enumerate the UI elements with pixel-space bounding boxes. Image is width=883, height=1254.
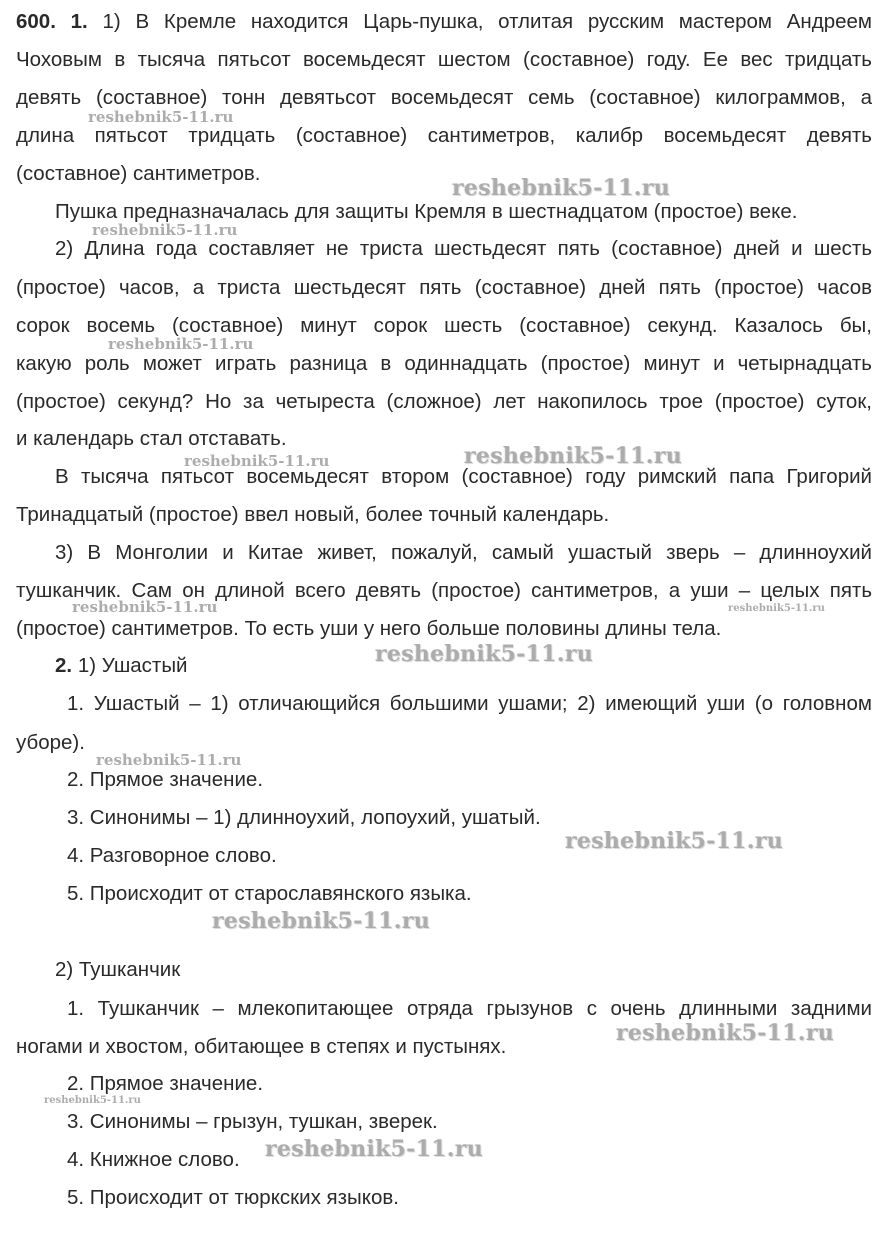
text-line: уборе). <box>16 731 85 754</box>
watermark: reshebnik5-11.ru <box>108 335 254 353</box>
list-item: 4. Книжное слово. <box>67 1148 240 1171</box>
watermark: reshebnik5-11.ru <box>728 603 825 614</box>
list-item: 5. Происходит от тюркских языков. <box>67 1186 399 1209</box>
text-line <box>55 654 188 678</box>
task-number: 600. <box>16 10 56 33</box>
word-heading: 1) Ушастый <box>77 654 188 677</box>
list-item: 3. Синонимы – грызун, тушкан, зверек. <box>67 1110 438 1133</box>
text-line: какую роль может играть разница в одиннадцать (простое) минут и четырнадцать <box>16 352 872 375</box>
watermark: reshebnik5-11.ru <box>565 828 784 854</box>
text-line: (составное) сантиметров. <box>16 162 261 185</box>
part-number: 1. <box>70 10 88 33</box>
text-line <box>16 10 872 34</box>
text-line: тушканчик. Сам он длиной всего девять (простое) сантиметров, а уши – целых пять <box>16 579 872 602</box>
watermark: reshebnik5-11.ru <box>184 452 330 470</box>
text-line: (простое) секунд? Но за четыреста (сложное) лет накопилось трое (простое) суток, <box>16 390 872 413</box>
text-line: девять (составное) тонн девятьсот восемьдесят семь (составное) килограммов, а <box>16 86 872 109</box>
watermark: reshebnik5-11.ru <box>375 641 594 667</box>
list-item: 2. Прямое значение. <box>67 768 264 791</box>
watermark: reshebnik5-11.ru <box>88 108 234 126</box>
watermark: reshebnik5-11.ru <box>96 751 242 769</box>
text-line: 3) В Монголии и Китае живет, пожалуй, самый ушастый зверь – длинноухий <box>55 541 872 564</box>
list-item: 5. Происходит от старославянского языка. <box>67 882 472 905</box>
watermark: reshebnik5-11.ru <box>464 443 683 469</box>
text-line: (простое) часов, а триста шестьдесят пять (составное) дней пять (простое) часов <box>16 276 872 299</box>
list-item: 4. Разговорное слово. <box>67 844 277 867</box>
watermark: reshebnik5-11.ru <box>616 1020 835 1046</box>
text-line: 2) Длина года составляет не триста шестьдесят пять (составное) дней и шесть <box>55 237 872 260</box>
watermark: reshebnik5-11.ru <box>92 221 238 239</box>
watermark: reshebnik5-11.ru <box>212 908 431 934</box>
text-line: длина пятьсот тридцать (составное) сантиметров, калибр восемьдесят девять <box>16 124 872 147</box>
watermark: reshebnik5-11.ru <box>452 175 671 201</box>
text-line: ногами и хвостом, обитающее в степях и пустынях. <box>16 1035 507 1058</box>
text-line: Чоховым в тысяча пятьсот восемьдесят шестом (составное) году. Ее вес тридцать <box>16 48 872 71</box>
text-line: (простое) сантиметров. То есть уши у него больше половины длины тела. <box>16 617 722 640</box>
text-line: сорок восемь (составное) минут сорок шесть (составное) секунд. Казалось бы, <box>16 314 872 337</box>
watermark: reshebnik5-11.ru <box>72 598 218 616</box>
line-text: 1) В Кремле находится Царь-пушка, отлитая русским мастером Андреем <box>102 10 873 33</box>
list-item: 2. Прямое значение. <box>67 1072 264 1095</box>
text-line: и календарь стал отставать. <box>16 427 287 450</box>
text-line: Тринадцатый (простое) ввел новый, более точный календарь. <box>16 503 610 526</box>
watermark: reshebnik5-11.ru <box>44 1095 141 1106</box>
list-item: 3. Синонимы – 1) длинноухий, лопоухий, ушатый. <box>67 806 541 829</box>
part-number: 2. <box>55 654 73 677</box>
text-line: В тысяча пятьсот восемьдесят втором (составное) году римский папа Григорий <box>55 465 872 488</box>
word-heading: 2) Тушканчик <box>55 958 181 981</box>
watermark: reshebnik5-11.ru <box>265 1136 484 1162</box>
text-line: 1. Тушканчик – млекопитающее отряда грызунов с очень длинными задними <box>67 997 872 1020</box>
text-line: Пушка предназначалась для защиты Кремля в шестнадцатом (простое) веке. <box>55 200 798 223</box>
text-line: 1. Ушастый – 1) отличающийся большими ушами; 2) имеющий уши (о головном <box>67 692 872 715</box>
